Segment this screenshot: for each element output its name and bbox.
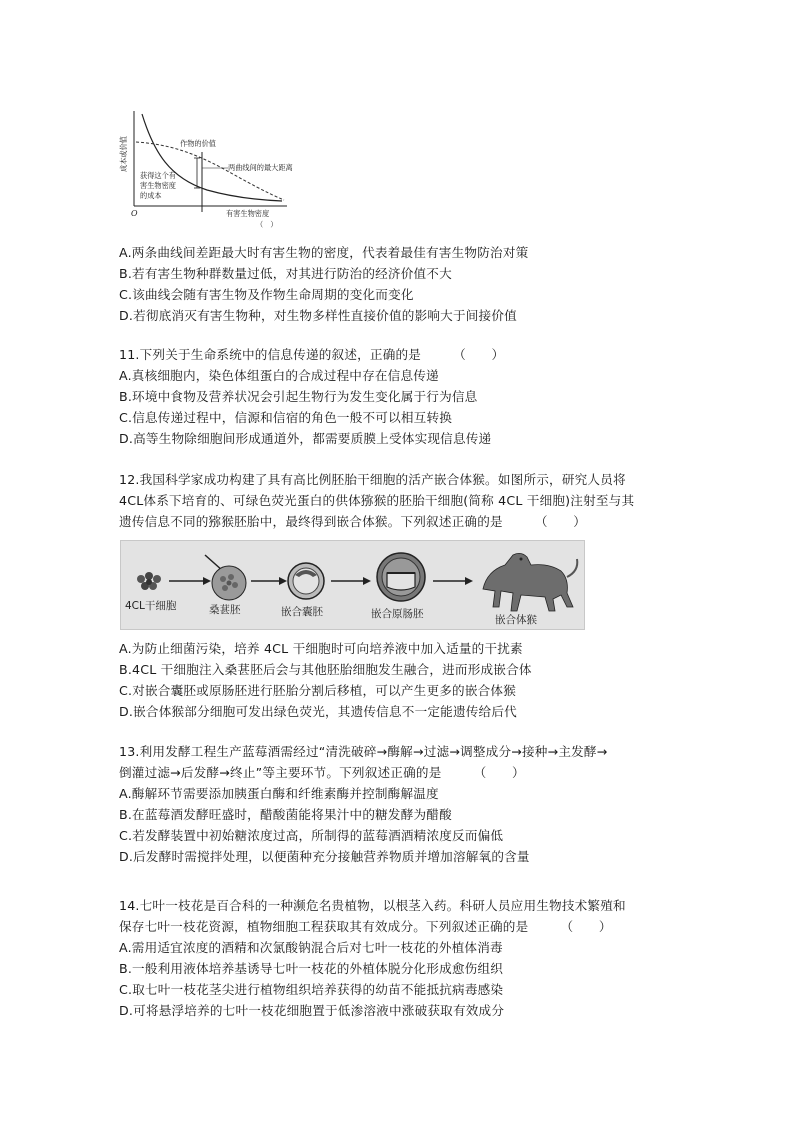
x-axis-label: 有害生物密度 xyxy=(226,209,270,218)
q11-option-d: D.高等生物除细胞间形成通道外，都需要质膜上受体实现信息传递 xyxy=(119,431,492,446)
q10-option-d: D.若彻底消灭有害生物种，对生物多样性直接价值的影响大于间接价值 xyxy=(119,308,517,323)
q14-option-b: B.一般利用液体培养基诱导七叶一枝花的外植体脱分化形成愈伤组织 xyxy=(119,961,504,976)
q12-stem-line2: 4CL体系下培育的、可绿色荧光蛋白的供体猕猴的胚胎干细胞(简称 4CL 干细胞)注射至与其 xyxy=(119,493,635,508)
gastrula-icon xyxy=(377,553,425,601)
cost-label-line3: 的成本 xyxy=(140,191,162,200)
q12-option-c: C.对嵌合囊胚或原肠胚进行胚胎分割后移植，可以产生更多的嵌合体猴 xyxy=(119,683,517,698)
label-morula: 桑葚胚 xyxy=(209,604,241,616)
cost-label-line2: 害生物密度 xyxy=(140,181,176,190)
q14-stem-line1: 14.七叶一枝花是百合科的一种濒危名贵植物，以根茎入药。科研人员应用生物技术繁殖和 xyxy=(119,898,626,913)
label-chimeric-gastrula: 嵌合原肠胚 xyxy=(371,608,424,620)
q12-stem-line3: 遗传信息不同的猕猴胚胎中，最终得到嵌合体猴。下列叙述正确的是 （ ） xyxy=(119,514,587,529)
q13-stem-line1: 13.利用发酵工程生产蓝莓酒需经过“清洗破碎→酶解→过滤→调整成分→接种→主发酵→ xyxy=(119,744,608,759)
q13-option-a: A.酶解环节需要添加胰蛋白酶和纤维素酶并控制酶解温度 xyxy=(119,786,439,801)
q14-option-a: A.需用适宜浓度的酒精和次氯酸钠混合后对七叶一枝花的外植体消毒 xyxy=(119,940,503,955)
chimera-monkey-process-figure xyxy=(120,540,585,630)
origin-label: O xyxy=(131,209,138,218)
morula-icon xyxy=(205,555,246,600)
q12-option-b: B.4CL 干细胞注入桑葚胚后会与其他胚胎细胞发生融合，进而形成嵌合体 xyxy=(119,662,532,677)
y-axis-label: 成本或价值 xyxy=(119,136,128,172)
q11-stem: 11.下列关于生命系统中的信息传递的叙述，正确的是 （ ） xyxy=(119,347,505,362)
q10-option-c: C.该曲线会随有害生物及作物生命周期的变化而变化 xyxy=(119,287,414,302)
q12-option-d: D.嵌合体猴部分细胞可发出绿色荧光，其遗传信息不一定能遗传给后代 xyxy=(119,704,517,719)
q13-option-d: D.后发酵时需搅拌处理，以便菌种充分接触营养物质并增加溶解氧的含量 xyxy=(119,849,530,864)
answer-paren: （ ） xyxy=(256,220,278,229)
q10-option-a: A.两条曲线间差距最大时有害生物的密度，代表着最佳有害生物防治对策 xyxy=(119,245,529,260)
q10-option-b: B.若有害生物种群数量过低，对其进行防治的经济价值不大 xyxy=(119,266,452,281)
q12-stem-line1: 12.我国科学家成功构建了具有高比例胚胎干细胞的活产嵌合体猴。如图所示，研究人员将 xyxy=(119,472,626,487)
chimeric-monkey-icon xyxy=(483,553,577,611)
q11-option-a: A.真核细胞内，染色体组蛋白的合成过程中存在信息传递 xyxy=(119,368,439,383)
q14-option-d: D.可将悬浮培养的七叶一枝花细胞置于低渗溶液中涨破获取有效成分 xyxy=(119,1003,505,1018)
q13-option-c: C.若发酵装置中初始糖浓度过高，所制得的蓝莓酒酒精浓度反而偏低 xyxy=(119,828,504,843)
q12-option-a: A.为防止细菌污染，培养 4CL 干细胞时可向培养液中加入适量的干扰素 xyxy=(119,641,523,656)
pest-control-cost-value-chart xyxy=(112,108,312,230)
label-chimeric-monkey: 嵌合体猴 xyxy=(495,614,537,626)
q14-option-c: C.取七叶一枝花茎尖进行植物组织培养获得的幼苗不能抵抗病毒感染 xyxy=(119,982,504,997)
blastocyst-icon xyxy=(288,563,324,599)
crop-value-label: 作物的价值 xyxy=(180,139,216,148)
difference-label: 两曲线间的最大距离 xyxy=(228,163,293,172)
label-4cl-stem-cells: 4CL干细胞 xyxy=(125,600,177,612)
q13-stem-line2: 倒灌过滤→后发酵→终止”等主要环节。下列叙述正确的是 （ ） xyxy=(119,765,525,780)
q14-stem-line2: 保存七叶一枝花资源，植物细胞工程获取其有效成分。下列叙述正确的是 （ ） xyxy=(119,919,612,934)
stem-cells-icon xyxy=(137,572,161,590)
cost-label-line1: 获得这个有 xyxy=(140,171,176,180)
q13-option-b: B.在蓝莓酒发酵旺盛时，醋酸菌能将果汁中的糖发酵为醋酸 xyxy=(119,807,452,822)
q11-option-b: B.环境中食物及营养状况会引起生物行为发生变化属于行为信息 xyxy=(119,389,478,404)
label-chimeric-blastocyst: 嵌合囊胚 xyxy=(281,606,323,618)
q11-option-c: C.信息传递过程中，信源和信宿的角色一般不可以相互转换 xyxy=(119,410,453,425)
